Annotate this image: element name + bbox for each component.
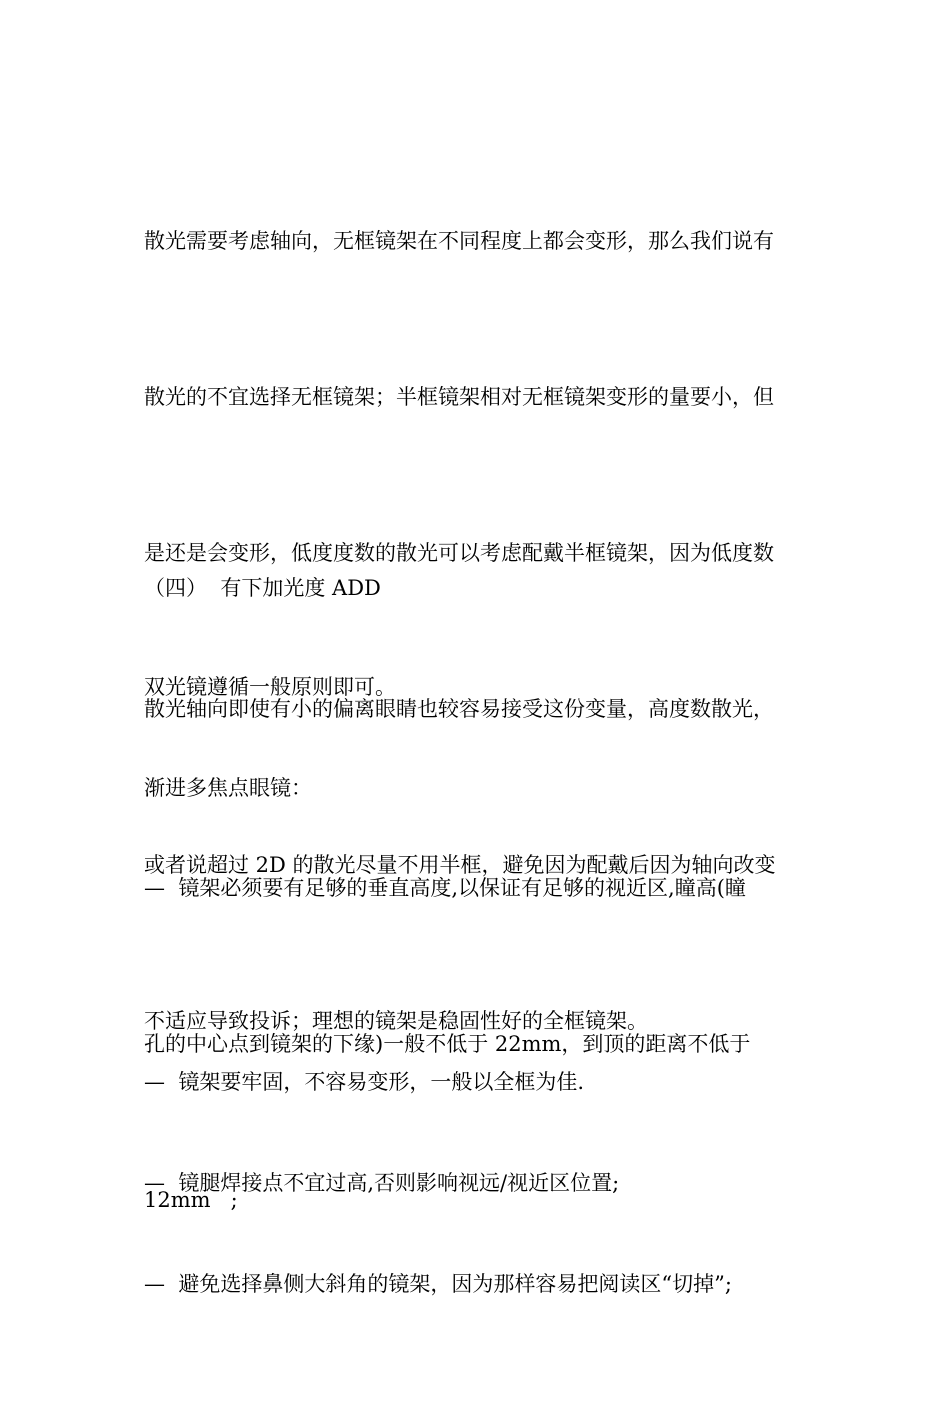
- text-line: 渐进多焦点眼镜：: [144, 776, 312, 800]
- text-line: 散光需要考虑轴向，无框镜架在不同程度上都会变形，那么我们说有: [144, 229, 774, 253]
- text-line: 散光的不宜选择无框镜架；半框镜架相对无框镜架变形的量要小，但: [144, 385, 774, 409]
- text-line: — 镜腿焊接点不宜过高,否则影响视远/视近区位置;: [144, 1171, 620, 1195]
- text-line: — 镜架必须要有足够的垂直高度,以保证有足够的视近区,瞳高(瞳: [144, 876, 746, 900]
- text-line: 不适应导致投诉；理想的镜架是稳固性好的全框镜架。: [144, 1009, 648, 1033]
- heading-text: （四） 有下加光度 ADD: [144, 576, 381, 600]
- text-line: 孔的中心点到镜架的下缘)一般不低于 22mm，到顶的距离不低于: [144, 1032, 751, 1056]
- text-line: 散光轴向即使有小的偏离眼睛也较容易接受这份变量，高度数散光，: [144, 697, 774, 721]
- text-line: 是还是会变形，低度度数的散光可以考虑配戴半框镜架，因为低度数: [144, 541, 774, 565]
- text-line: — 镜架要牢固，不容易变形，一般以全框为佳.: [144, 1070, 585, 1094]
- text-line: 双光镜遵循一般原则即可。: [144, 675, 396, 699]
- text-line: — 避免选择鼻侧大斜角的镜架，因为那样容易把阅读区“切掉”;: [144, 1272, 732, 1296]
- list-item-nasal-angle: [144, 1154, 814, 1414]
- text-line: 12mm ;: [144, 1188, 238, 1212]
- text-line: 或者说超过 2D 的散光尽量不用半框，避免因为配戴后因为轴向改变: [144, 853, 776, 877]
